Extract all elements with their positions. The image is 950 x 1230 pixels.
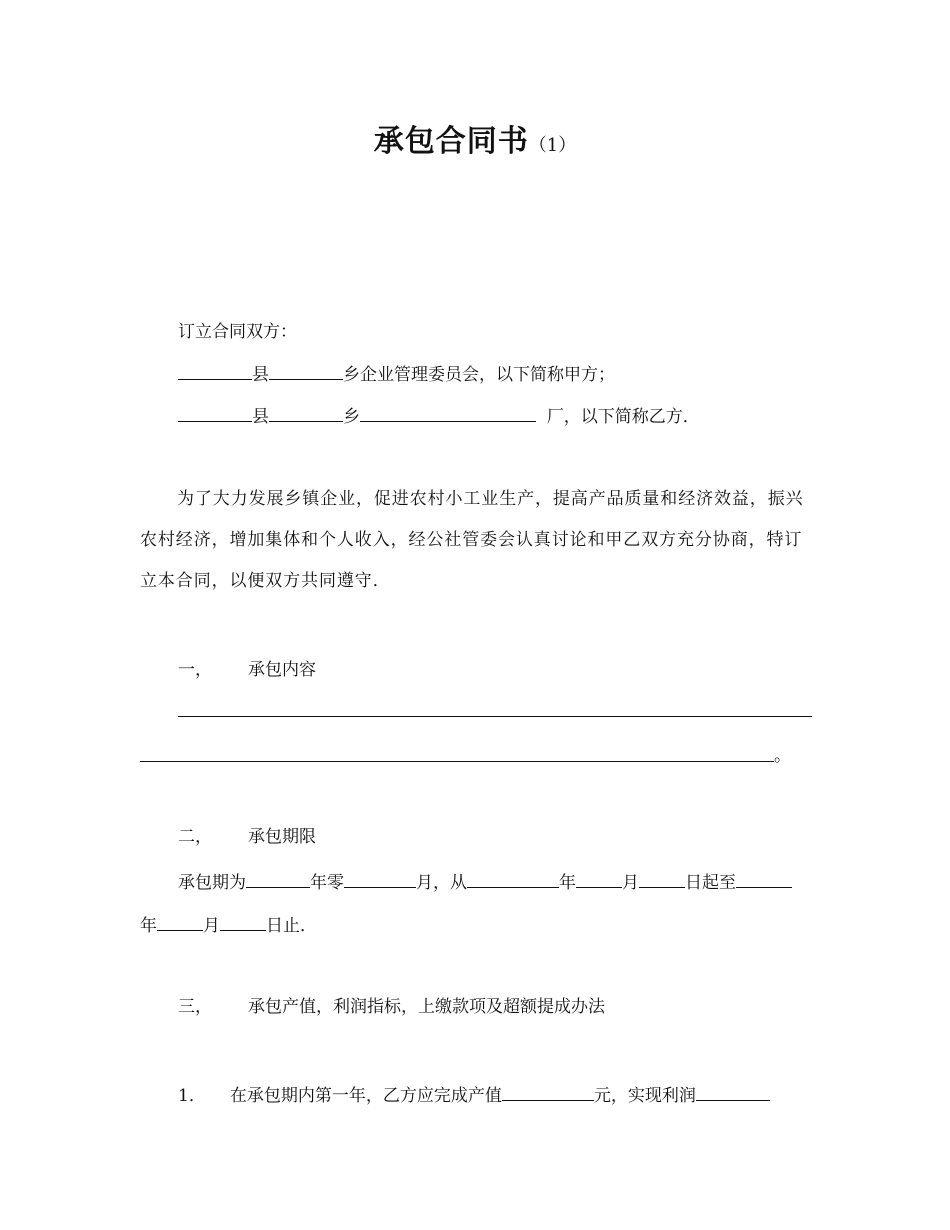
item-number: 1． [178, 1086, 206, 1106]
term-prefix: 承包期为 [178, 873, 246, 893]
county-blank [178, 361, 252, 380]
profit-label: 元，实现利润 [593, 1086, 696, 1106]
parties-heading: 订立合同双方： [178, 322, 297, 342]
profit-blank [696, 1082, 770, 1101]
county-label: 县 [252, 365, 269, 385]
end-year-label: 年 [140, 916, 157, 936]
term-line-2 [140, 912, 317, 938]
months-blank [344, 869, 416, 888]
end-month-label: 月 [203, 916, 220, 936]
township-label: 乡 [343, 407, 360, 427]
years-blank [246, 869, 310, 888]
party-b-label: 厂，以下简称乙方． [546, 407, 700, 427]
end-day-label: 日止． [266, 916, 317, 936]
party-b-line [178, 403, 700, 429]
start-year-label: 年 [559, 873, 576, 893]
section-title: 承包内容 [248, 660, 316, 680]
township-blank [269, 361, 343, 380]
start-month-blank [576, 869, 622, 888]
section-title: 承包产值，利润指标，上缴款项及超额提成办法 [248, 997, 605, 1017]
title-main: 承包合同书 [373, 124, 529, 159]
item-text: 在承包期内第一年，乙方应完成产值 [229, 1086, 502, 1106]
content-blank-line [178, 716, 812, 717]
document-title [0, 116, 950, 160]
start-day-label: 日起至 [685, 873, 736, 893]
end-month-blank [157, 912, 203, 931]
title-number: （1） [528, 135, 577, 156]
section-2-heading [178, 825, 316, 849]
output-value-blank [502, 1082, 594, 1101]
content-blank-line [140, 761, 774, 762]
content-end-mark: 。 [774, 746, 791, 766]
end-year-blank [736, 869, 792, 888]
party-a-label: 乡企业管理委员会，以下简称甲方； [343, 365, 615, 385]
county-blank [178, 403, 252, 422]
years-label: 年零 [310, 873, 344, 893]
start-year-blank [467, 869, 559, 888]
section-number: 二， [178, 827, 212, 847]
term-line-1 [178, 869, 792, 895]
section-number: 三， [178, 997, 212, 1017]
section-number: 一， [178, 660, 212, 680]
section-3-heading [178, 995, 605, 1019]
party-a-line [178, 361, 615, 387]
preamble-paragraph: 为了大力发展乡镇企业，促进农村小工业生产，提高产品质量和经济效益，振兴农村经济，增加集体和个人收入，经公社管委会认真讨论和甲乙双方充分协商，特订立本合同，以便双方共同遵守． [140, 489, 804, 591]
section-1-heading [178, 658, 316, 682]
start-day-blank [639, 869, 685, 888]
end-day-blank [220, 912, 266, 931]
months-label: 月，从 [416, 873, 467, 893]
start-month-label: 月 [622, 873, 639, 893]
section-title: 承包期限 [248, 827, 316, 847]
factory-blank [360, 403, 536, 422]
item-1-line [178, 1082, 770, 1108]
county-label: 县 [252, 407, 269, 427]
township-blank [269, 403, 343, 422]
